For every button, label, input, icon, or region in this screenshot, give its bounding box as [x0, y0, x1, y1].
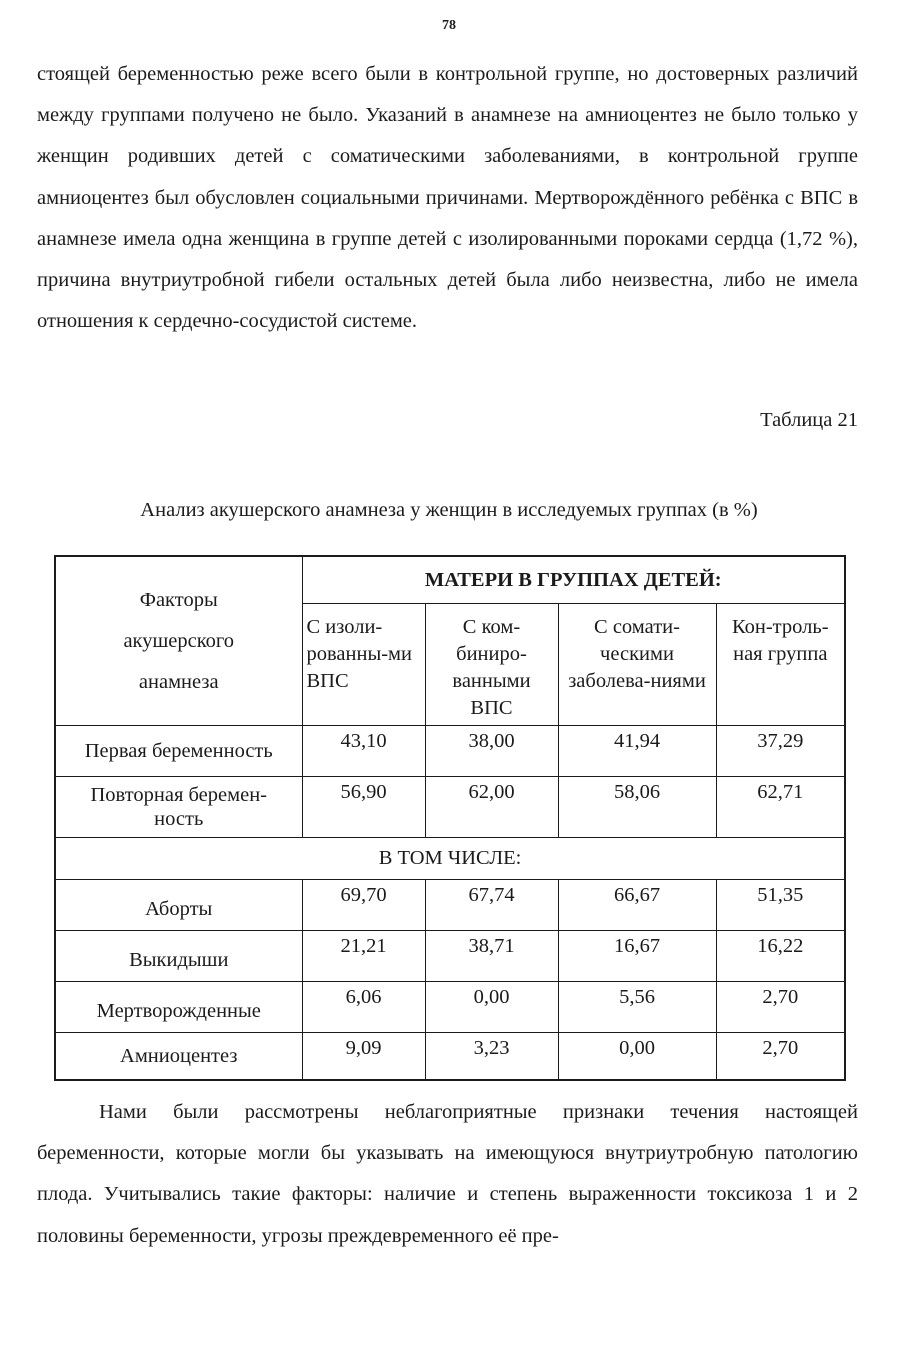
table-row [55, 1033, 845, 1081]
table-row [55, 982, 845, 1033]
column-header: С изоли-рованны-ми ВПС [302, 604, 425, 726]
row-label: Аборты [55, 880, 302, 931]
table-cell: 62,00 [425, 777, 558, 838]
row-label: Мертворожденные [55, 982, 302, 1033]
table-cell: 5,56 [558, 982, 716, 1033]
table-cell: 67,74 [425, 880, 558, 931]
paragraph-bottom: Нами были рассмотрены неблагоприятные признаки течения настоящей беременности, которые могли бы указывать на имеющуюся внутриутробную патологию плода. Учитывались такие факторы: наличие и степень выраженности токсикоза 1 и 2 половины беременности, угрозы преждевременного её пре- [37, 1101, 858, 1247]
table-label: Таблица 21 [760, 409, 858, 431]
row-label-text: Повторная беремен-ность [90, 784, 267, 830]
table-row [55, 777, 845, 838]
group-header: МАТЕРИ В ГРУППАХ ДЕТЕЙ: [302, 556, 845, 604]
table-cell: 41,94 [558, 726, 716, 777]
section-label: В ТОМ ЧИСЛЕ: [55, 838, 845, 880]
table-cell: 51,35 [716, 880, 845, 931]
table-cell: 3,23 [425, 1033, 558, 1081]
table-cell: 38,71 [425, 931, 558, 982]
table-row [55, 726, 845, 777]
obstetric-history-table [54, 555, 846, 1081]
table-cell: 66,67 [558, 880, 716, 931]
paragraph-top: стоящей беременностью реже всего были в контрольной группе, но достоверных различий между группами получено не было. Указаний в анамнезе на амниоцентез не было только у женщин родивших детей с соматическими заболеваниями, в контрольной группе амниоцентез был обусловлен социальными причинами. Мертворождённого ребёнка с ВПС в анамнезе имела одна женщина в группе детей с изолированными пороками сердца (1,72 %), причина внутриутробной гибели остальных детей была либо неизвестна, либо не имела отношения к сердечно-сосудистой системе. [37, 63, 858, 333]
table-cell: 6,06 [302, 982, 425, 1033]
table-cell: 9,09 [302, 1033, 425, 1081]
table-cell: 37,29 [716, 726, 845, 777]
table-cell: 21,21 [302, 931, 425, 982]
table-cell: 16,22 [716, 931, 845, 982]
table-row [55, 880, 845, 931]
page-number: 78 [442, 18, 456, 33]
column-header: Кон-троль-ная группа [716, 604, 845, 726]
factors-header-text: Факторы акушерского анамнеза [123, 588, 235, 693]
row-label: Первая беременность [55, 726, 302, 777]
row-label: Амниоцентез [55, 1033, 302, 1081]
row-label: Выкидыши [55, 931, 302, 982]
table-cell: 43,10 [302, 726, 425, 777]
table-cell: 38,00 [425, 726, 558, 777]
row-label [55, 777, 302, 838]
table-cell: 2,70 [716, 1033, 845, 1081]
table-cell: 0,00 [425, 982, 558, 1033]
factors-header [55, 556, 302, 726]
table-cell: 16,67 [558, 931, 716, 982]
table-cell: 56,90 [302, 777, 425, 838]
table-row [55, 931, 845, 982]
table-cell: 62,71 [716, 777, 845, 838]
table-caption: Анализ акушерского анамнеза у женщин в исследуемых группах (в %) [140, 499, 758, 521]
section-row [55, 838, 845, 880]
table-cell: 0,00 [558, 1033, 716, 1081]
table-cell: 69,70 [302, 880, 425, 931]
table-cell: 58,06 [558, 777, 716, 838]
column-header: С сомати-ческими заболева-ниями [558, 604, 716, 726]
table-cell: 2,70 [716, 982, 845, 1033]
column-header: С ком-биниро-ванными ВПС [425, 604, 558, 726]
